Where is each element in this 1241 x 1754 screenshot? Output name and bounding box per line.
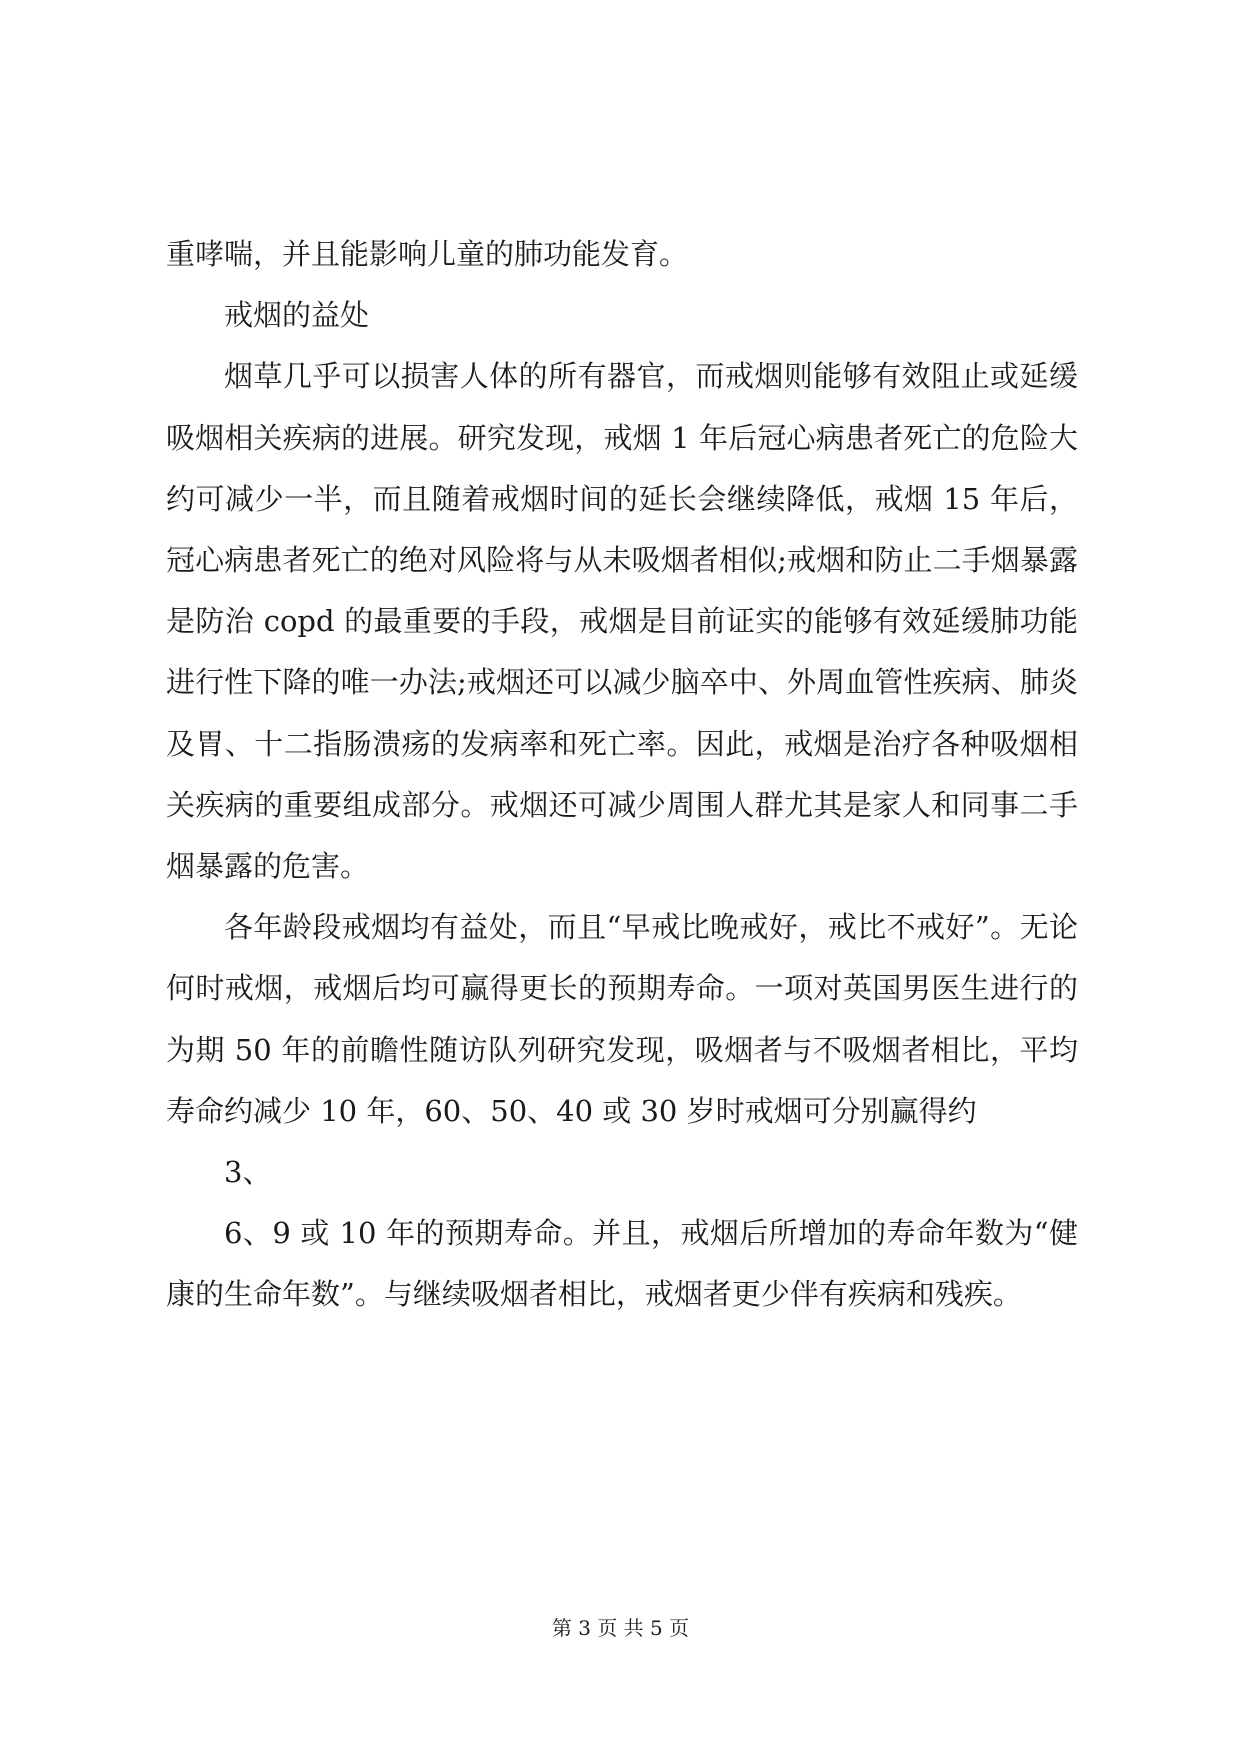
paragraph: 重哮喘，并且能影响儿童的肺功能发育。	[166, 237, 689, 271]
section-heading: 戒烟的益处	[224, 298, 370, 333]
paragraph: 3、	[224, 1155, 272, 1190]
paragraph: 6、9 或 10 年的预期寿命。并且，戒烟后所增加的寿命年数为“健康的生命年数”。与继续吸烟者相比，戒烟者更少伴有疾病和残疾。	[166, 1216, 1078, 1312]
document-body	[166, 224, 1078, 1326]
page-number-footer: 第 3 页 共 5 页	[551, 1616, 690, 1640]
paragraph: 烟草几乎可以损害人体的所有器官，而戒烟则能够有效阻止或延缓吸烟相关疾病的进展。研究发现，戒烟 1 年后冠心病患者死亡的危险大约可减少一半，而且随着戒烟时间的延长会继续降低，戒烟 15 年后，冠心病患者死亡的绝对风险将与从未吸烟者相似;戒烟和防止二手烟暴露是防治 copd 的最重要的手段，戒烟是目前证实的能够有效延缓肺功能进行性下降的唯一办法;戒烟还可以减少脑卒中、外周血管性疾病、肺炎及胃、十二指肠溃疡的发病率和死亡率。因此，戒烟是治疗各种吸烟相关疾病的重要组成部分。戒烟还可减少周围人群尤其是家人和同事二手烟暴露的危害。	[166, 359, 1078, 884]
paragraph: 各年龄段戒烟均有益处，而且“早戒比晚戒好，戒比不戒好”。无论何时戒烟，戒烟后均可赢得更长的预期寿命。一项对英国男医生进行的为期 50 年的前瞻性随访队列研究发现，吸烟者与不吸烟者相比，平均寿命约减少 10 年，60、50、40 或 30 岁时戒烟可分别赢得约	[166, 910, 1078, 1128]
